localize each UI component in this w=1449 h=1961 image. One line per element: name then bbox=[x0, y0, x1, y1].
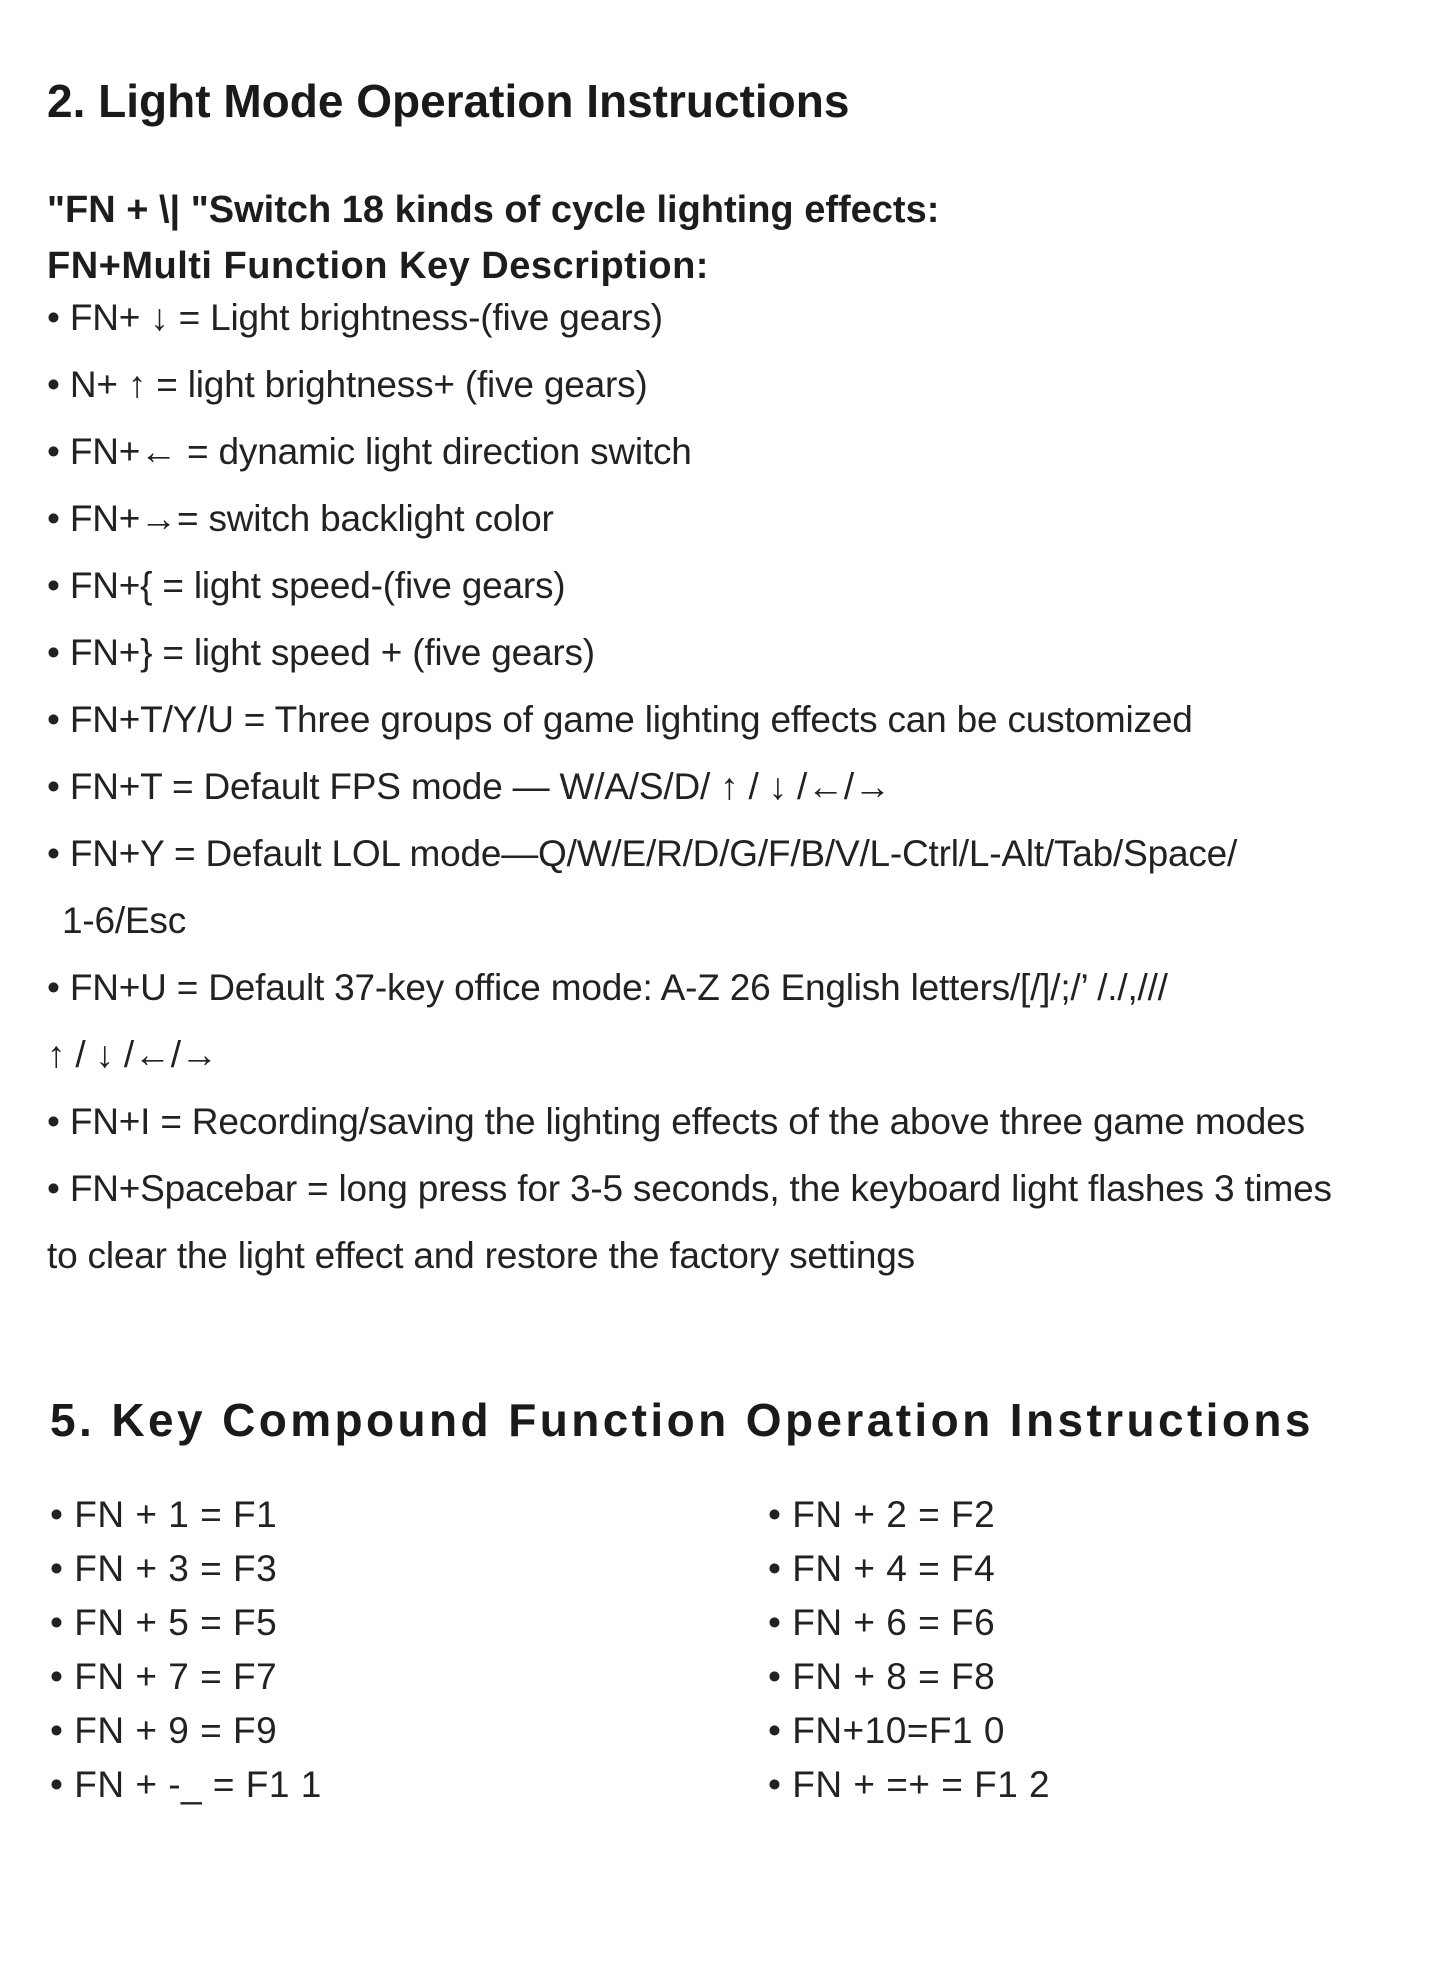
instruction-line: • FN+T = Default FPS mode — W/A/S/D/ ↑ / ↓ /←/→ bbox=[47, 766, 891, 807]
key-mapping-item: • FN + 6 = F6 bbox=[768, 1602, 996, 1643]
key-mapping-item: • FN + 3 = F3 bbox=[50, 1548, 278, 1589]
key-mapping-item: • FN + 8 = F8 bbox=[768, 1656, 996, 1697]
instruction-line: • FN+{ = light speed-(five gears) bbox=[47, 565, 566, 606]
key-mapping-item: • FN+10=F1 0 bbox=[768, 1710, 1005, 1751]
instruction-line: • N+ ↑ = light brightness+ (five gears) bbox=[47, 364, 648, 405]
instruction-line: • FN+ ↓ = Light brightness-(five gears) bbox=[47, 297, 663, 338]
instruction-line: • FN+} = light speed + (five gears) bbox=[47, 632, 595, 673]
key-mapping-item: • FN + 4 = F4 bbox=[768, 1548, 996, 1589]
key-mapping-item: • FN + 7 = F7 bbox=[50, 1656, 278, 1697]
key-mapping-item: • FN + -_ = F1 1 bbox=[50, 1764, 322, 1805]
key-mapping-item: • FN + 9 = F9 bbox=[50, 1710, 278, 1751]
key-mapping-item: • FN + 2 = F2 bbox=[768, 1494, 996, 1535]
instruction-line: • FN+I = Recording/saving the lighting effects of the above three game modes bbox=[47, 1101, 1305, 1142]
key-mapping-item: • FN + =+ = F1 2 bbox=[768, 1764, 1051, 1805]
key-compound-section-title: 5. Key Compound Function Operation Instructions bbox=[50, 1394, 1314, 1446]
instruction-line: • FN+T/Y/U = Three groups of game lighting effects can be customized bbox=[47, 699, 1193, 740]
key-mapping-item: • FN + 5 = F5 bbox=[50, 1602, 278, 1643]
instruction-line-continuation: ↑ / ↓ /←/→ bbox=[47, 1034, 218, 1075]
instruction-line-continuation: 1-6/Esc bbox=[62, 900, 187, 941]
key-mapping-item: • FN + 1 = F1 bbox=[50, 1494, 278, 1535]
instruction-line: • FN+Y = Default LOL mode—Q/W/E/R/D/G/F/B/V/L-Ctrl/L-Alt/Tab/Space/ bbox=[47, 833, 1238, 874]
multi-function-key-subtitle: FN+Multi Function Key Description: bbox=[47, 245, 709, 287]
instruction-line: • FN+← = dynamic light direction switch bbox=[47, 431, 692, 472]
instruction-line-continuation: to clear the light effect and restore the factory settings bbox=[47, 1235, 915, 1276]
instruction-line: • FN+→= switch backlight color bbox=[47, 498, 554, 539]
light-mode-section-title: 2. Light Mode Operation Instructions bbox=[47, 75, 850, 127]
instruction-line: • FN+U = Default 37-key office mode: A-Z 26 English letters/[/]/;/’ /./,/// bbox=[47, 967, 1168, 1008]
cycle-effects-subtitle: "FN + \| "Switch 18 kinds of cycle lighting effects: bbox=[47, 189, 940, 231]
instruction-line: • FN+Spacebar = long press for 3-5 seconds, the keyboard light flashes 3 times bbox=[47, 1168, 1332, 1209]
